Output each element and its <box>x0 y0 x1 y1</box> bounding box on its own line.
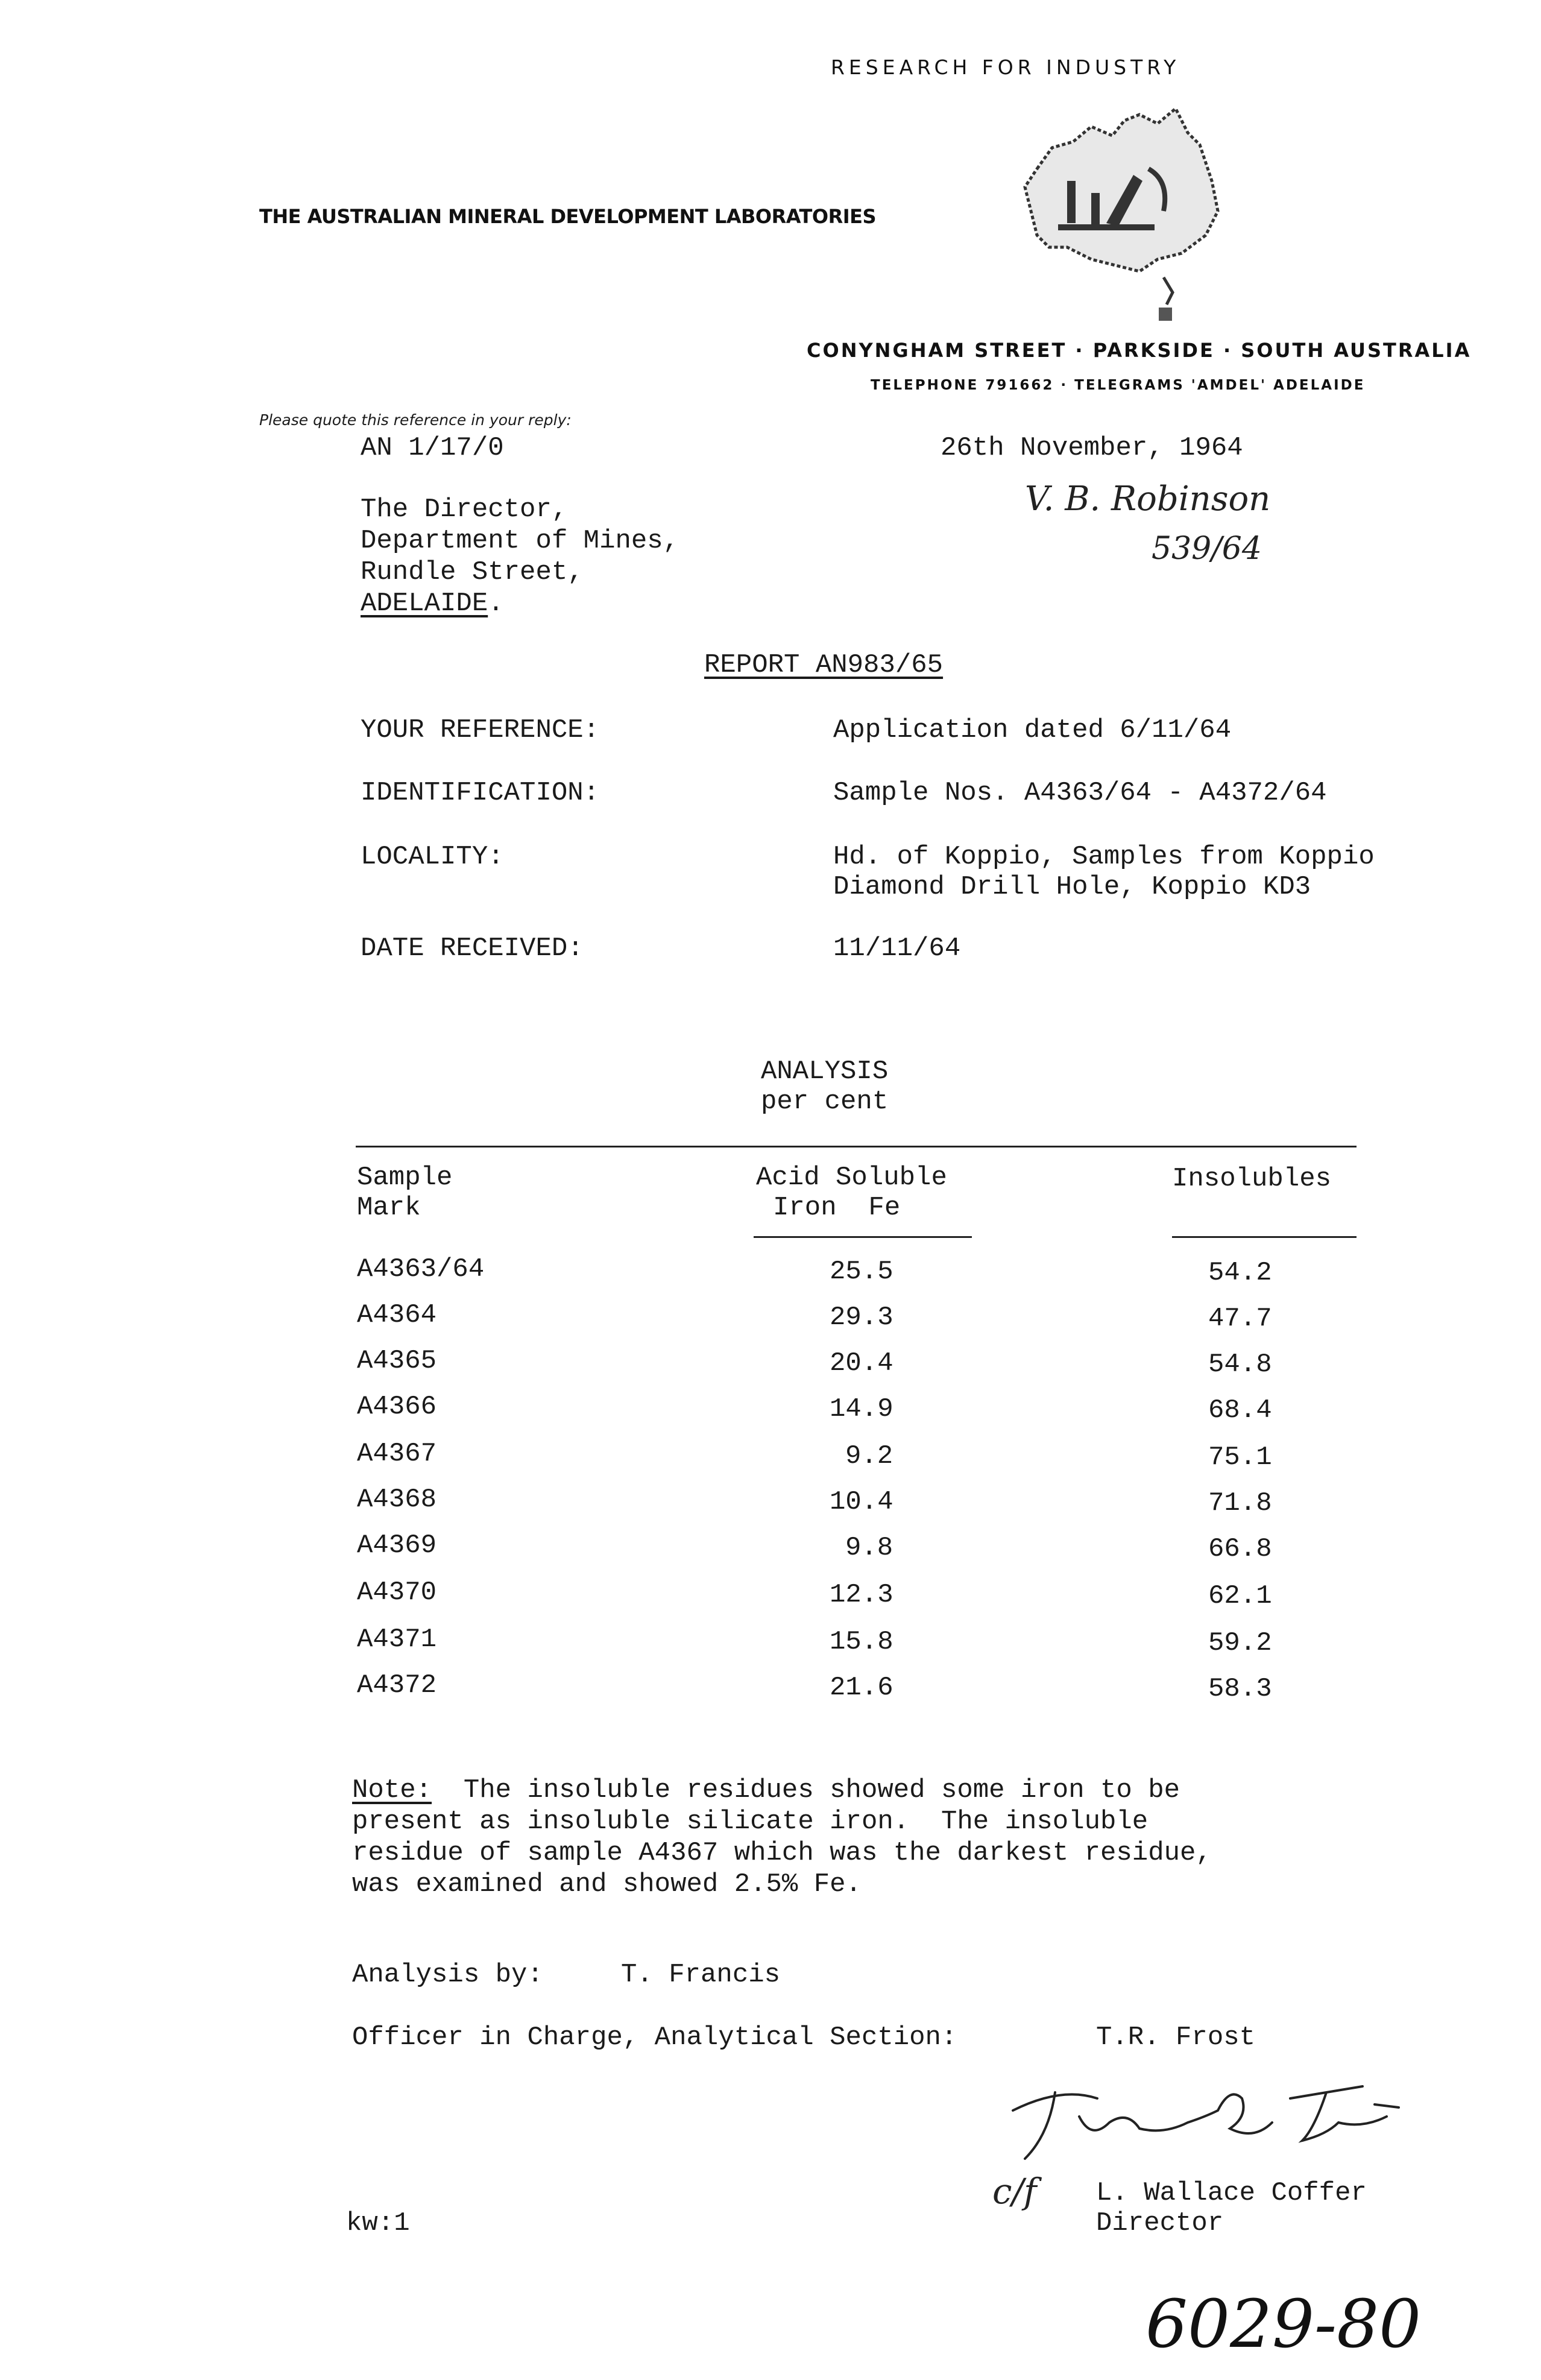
column-header-sample: Sample <box>357 1163 453 1193</box>
signatory-name: L. Wallace Coffer <box>1096 2178 1367 2208</box>
recipient-line-2: Department of Mines, <box>361 526 679 556</box>
handwritten-number-note: 539/64 <box>1152 531 1262 567</box>
insolubles-value: 62.1 <box>1208 1581 1272 1611</box>
sample-mark: A4365 <box>357 1346 437 1376</box>
table-top-rule <box>356 1146 1357 1147</box>
insolubles-value: 54.8 <box>1208 1349 1272 1380</box>
analysis-subtitle: per cent <box>761 1087 889 1117</box>
column-header-insolubles: Insolubles <box>1172 1164 1332 1194</box>
note-line-3: residue of sample A4367 which was the darkest residue, <box>352 1838 1212 1868</box>
recipient-line-1: The Director, <box>361 494 568 525</box>
insolubles-value: 68.4 <box>1208 1395 1272 1425</box>
field-value-locality-line-2: Diamond Drill Hole, Koppio KD3 <box>833 872 1311 902</box>
handwritten-footer-number: 6029-80 <box>1146 2285 1422 2363</box>
organisation-name: THE AUSTRALIAN MINERAL DEVELOPMENT LABORATORIES <box>259 205 877 228</box>
report-title: REPORT AN983/65 <box>704 650 944 680</box>
analysis-by-label: Analysis by: <box>352 1960 543 1990</box>
sample-mark: A4370 <box>357 1577 437 1608</box>
acid-soluble-iron-value: 20.4 <box>830 1348 893 1378</box>
acid-soluble-iron-value: 10.4 <box>830 1487 893 1517</box>
insolubles-value: 58.3 <box>1208 1674 1272 1704</box>
handwritten-signature <box>989 2074 1447 2177</box>
acid-soluble-iron-value: 9.8 <box>845 1533 893 1563</box>
header-underline-insolubles <box>1172 1236 1357 1238</box>
field-value-locality: Hd. of Koppio, Samples from Koppio <box>833 842 1375 872</box>
sample-mark: A4372 <box>357 1670 437 1700</box>
acid-soluble-iron-value: 14.9 <box>830 1394 893 1424</box>
acid-soluble-iron-value: 15.8 <box>830 1627 893 1657</box>
insolubles-value: 66.8 <box>1208 1534 1272 1564</box>
sample-mark: A4368 <box>357 1485 437 1515</box>
note-line-2: present as insoluble silicate iron. The insoluble <box>352 1807 1149 1837</box>
sample-mark: A4371 <box>357 1624 437 1655</box>
field-value-your-reference: Application dated 6/11/64 <box>833 715 1232 745</box>
field-value-identification: Sample Nos. A4363/64 - A4372/64 <box>833 778 1327 808</box>
letter-date: 26th November, 1964 <box>941 433 1243 463</box>
recipient-city-suffix: . <box>488 589 504 619</box>
officer-label: Officer in Charge, Analytical Section: <box>352 2022 957 2053</box>
australia-map-logo <box>1001 90 1230 332</box>
recipient-line-3: Rundle Street, <box>361 557 584 587</box>
officer-name: T.R. Frost <box>1096 2022 1256 2053</box>
field-label-your-reference: YOUR REFERENCE: <box>361 715 600 745</box>
insolubles-value: 75.1 <box>1208 1442 1272 1473</box>
sample-mark: A4369 <box>357 1530 437 1561</box>
insolubles-value: 54.2 <box>1208 1258 1272 1288</box>
sample-mark: A4367 <box>357 1439 437 1469</box>
acid-soluble-iron-value: 9.2 <box>845 1441 893 1471</box>
insolubles-value: 47.7 <box>1208 1304 1272 1334</box>
note-label: Note: <box>352 1775 432 1805</box>
sample-mark: A4363/64 <box>357 1254 485 1284</box>
note-line-1 <box>352 1775 1180 1805</box>
acid-soluble-iron-value: 12.3 <box>830 1580 893 1610</box>
signatory-title: Director <box>1096 2208 1224 2238</box>
note-line-4: was examined and showed 2.5% Fe. <box>352 1869 862 1899</box>
reference-number: AN 1/17/0 <box>361 433 504 463</box>
handwritten-name-note: V. B. Robinson <box>1025 479 1271 519</box>
field-label-locality: LOCALITY: <box>361 842 504 872</box>
column-header-iron-fe: Iron Fe <box>773 1193 901 1223</box>
insolubles-value: 71.8 <box>1208 1488 1272 1518</box>
field-value-date-received: 11/11/64 <box>833 933 961 964</box>
acid-soluble-iron-value: 21.6 <box>830 1673 893 1703</box>
note-text-1: The insoluble residues showed some iron to be <box>432 1775 1180 1805</box>
letterhead-telephone: TELEPHONE 791662 · TELEGRAMS 'AMDEL' ADELAIDE <box>871 377 1366 393</box>
column-header-acid-soluble: Acid Soluble <box>756 1163 947 1193</box>
insolubles-value: 59.2 <box>1208 1628 1272 1658</box>
reference-prompt: Please quote this reference in your reply: <box>259 411 572 429</box>
sample-mark: A4364 <box>357 1300 437 1330</box>
acid-soluble-iron-value: 29.3 <box>830 1302 893 1333</box>
letterhead-tagline: RESEARCH FOR INDUSTRY <box>831 55 1180 79</box>
cf-mark: c/f <box>992 2171 1037 2212</box>
analysis-title: ANALYSIS <box>761 1056 889 1087</box>
column-header-mark: Mark <box>357 1193 421 1223</box>
field-label-date-received: DATE RECEIVED: <box>361 933 584 964</box>
field-label-identification: IDENTIFICATION: <box>361 778 600 808</box>
acid-soluble-iron-value: 25.5 <box>830 1257 893 1287</box>
letterhead-address: CONYNGHAM STREET · PARKSIDE · SOUTH AUSTRALIA <box>807 339 1472 362</box>
header-underline-iron <box>754 1236 972 1238</box>
sample-mark: A4366 <box>357 1392 437 1422</box>
analysis-by-name: T. Francis <box>621 1960 781 1990</box>
recipient-city: ADELAIDE <box>361 589 488 619</box>
typist-reference: kw:1 <box>346 2208 410 2238</box>
recipient-line-4 <box>361 589 504 619</box>
